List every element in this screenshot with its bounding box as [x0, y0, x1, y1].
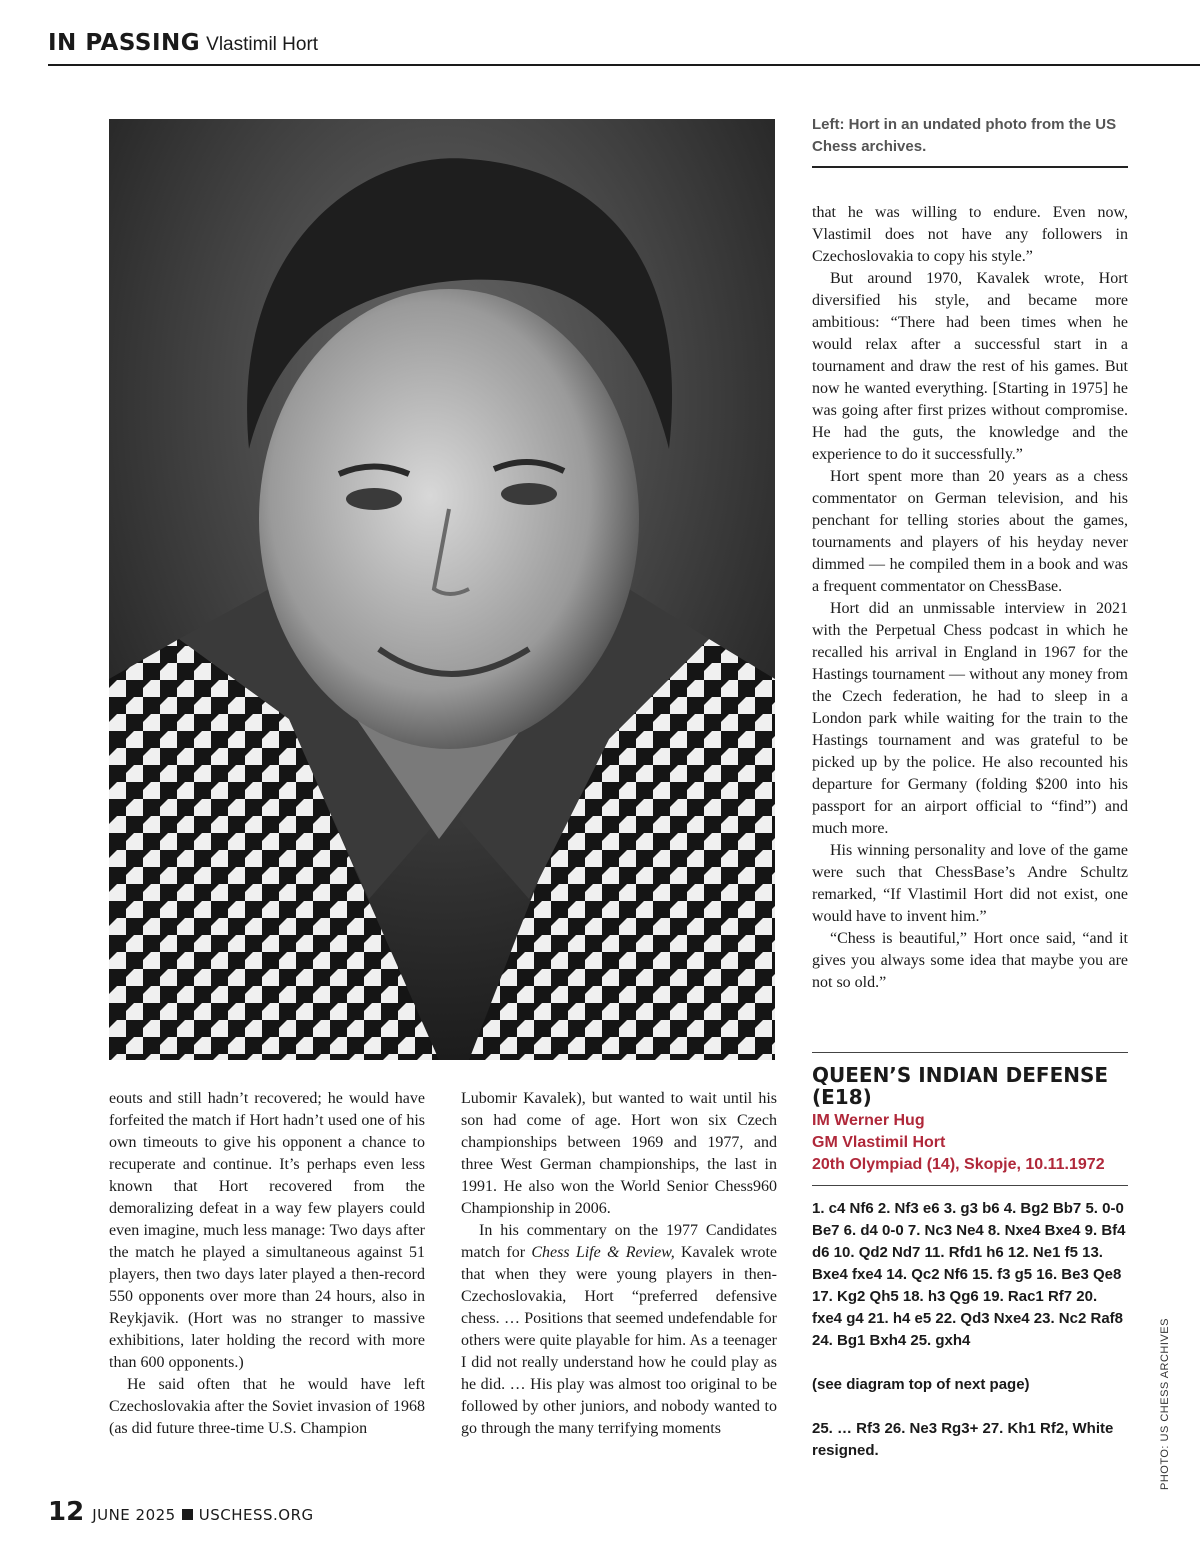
black-player: GM Vlastimil Hort: [812, 1134, 946, 1151]
paragraph: His winning personality and love of the game were such that ChessBase’s Andre Schultz remarked, “If Vlastimil Hort did not exist, one would have to invent him.”: [812, 842, 1128, 925]
game-info-rule: [812, 1185, 1128, 1186]
paragraph: Hort did an unmissable interview in 2021 with the Perpetual Chess podcast in which he recalled his arrival in England in 1967 for the Hastings tournament — without any money from the Czech federation, he had to sleep in a London park while waiting for the train to the Hastings tournament and was grateful to be picked up by the police. He also recounted his departure for Germany (folding $200 into his passport for an airport official to “find”) and much more.: [812, 600, 1128, 837]
game-top-rule: [812, 1052, 1128, 1053]
header-rule: [48, 64, 1200, 66]
paragraph: Lubomir Kavalek), but wanted to wait until his son had come of age. Hort won six Czech championships between 1969 and 1977, and three West German championships, the last in 1991. He also won the World Senior Chess960 Championship in 2006.: [461, 1090, 777, 1217]
running-header: [48, 30, 318, 56]
article-column-3: [812, 202, 1128, 994]
caption-rule: [812, 166, 1128, 168]
article-column-2: [461, 1088, 777, 1440]
white-player: IM Werner Hug: [812, 1112, 925, 1129]
magazine-title: Chess Life & Review,: [531, 1244, 675, 1261]
paragraph: But around 1970, Kavalek wrote, Hort diversified his style, and became more ambitious: “There had been times when he would relax after a successful start in a tournament and draw the rest of his games. But now he wanted everything. [Starting in 1975] he was going after first prizes without compromise. He had the guts, the knowledge and the experience to do it successfully.”: [812, 270, 1128, 463]
paragraph: He said often that he would have left Czechoslovakia after the Soviet invasion of 1968 (as did future three-time U.S. Champion: [109, 1376, 425, 1437]
game-event: 20th Olympiad (14), Skopje, 10.11.1972: [812, 1156, 1105, 1173]
game-moves: [812, 1198, 1128, 1484]
photo-caption: Left: Hort in an undated photo from the US Chess archives.: [812, 116, 1117, 155]
page-footer: [48, 1497, 314, 1527]
issue-date: JUNE 2025: [92, 1506, 176, 1524]
paragraph: Hort spent more than 20 years as a chess commentator on German television, and his penchant for telling stories about the games, tournaments and players of his heyday never dimmed — he compiled them in a book and was a frequent commentator on ChessBase.: [812, 468, 1128, 595]
paragraph: [461, 1220, 777, 1440]
section-label: IN PASSING: [48, 30, 201, 56]
page-number: 12: [48, 1497, 85, 1527]
move-list: 1. c4 Nf6 2. Nf3 e6 3. g3 b6 4. Bg2 Bb7 5. 0-0 Be7 6. d4 0-0 7. Nc3 Ne4 8. Nxe4 Bxe4 9. Bf4 d6 10. Qd2 Nd7 11. Rfd1 h6 12. Ne1 f5 13. Bxe4 fxe4 14. Qc2 Nf6 15. f3 g5 16. Be3 Qe8 17. Kg2 Qh5 18. h3 Qg6 19. Rac1 Rf7 20. fxe4 g4 21. h4 e5 22. Qd3 Nxe4 23. Nc2 Raf8 24. Bg1 Bxh4 25. gxh4: [812, 1200, 1126, 1349]
hort-portrait-photo: [109, 119, 775, 1060]
photo-credit: PHOTO: US CHESS ARCHIVES: [1159, 1318, 1171, 1490]
header-author: Vlastimil Hort: [206, 34, 319, 55]
paragraph: “Chess is beautiful,” Hort once said, “and it gives you always some idea that maybe you are not so old.”: [812, 930, 1128, 991]
article-column-1: [109, 1088, 425, 1440]
website: USCHESS.ORG: [198, 1506, 314, 1524]
paragraph: eouts and still hadn’t recovered; he would have forfeited the match if Hort hadn’t used one of his own timeouts to give his opponent a chance to recuperate and continue. It’s perhaps even less known that Hort recovered from the demoralizing defeat in a way few players could even imagine, much less manage: Two days after the match he played a simultaneous against 51 players, then two days later played a then-record 550 opponents over more than 24 hours, also in Reykjavik. (Hort was no stranger to massive exhibitions, later holding the record with more than 600 opponents.): [109, 1090, 425, 1371]
paragraph: that he was willing to endure. Even now, Vlastimil does not have any followers in Czechoslovakia to copy his style.”: [812, 204, 1128, 265]
square-separator-icon: [182, 1509, 193, 1520]
text-run: In his commentary on the 1977 Candidates match for: [461, 1222, 777, 1261]
final-moves: 25. … Rf3 26. Ne3 Rg3+ 27. Kh1 Rf2, White resigned.: [812, 1420, 1114, 1459]
diagram-note: (see diagram top of next page): [812, 1376, 1030, 1393]
game-info: [812, 1110, 1142, 1176]
text-run: Kavalek wrote that when they were young players in then-Czechoslovakia, Hort “preferred defensive chess. … Positions that seemed undefendable for others were quite playable for him. As a teenager I did not really understand how he could play as he did. … His play was almost too original to be followed by other juniors, and nobody wanted to go through the many terrifying moments: [461, 1244, 778, 1437]
game-opening-title: QUEEN’S INDIAN DEFENSE (E18): [812, 1063, 1109, 1109]
